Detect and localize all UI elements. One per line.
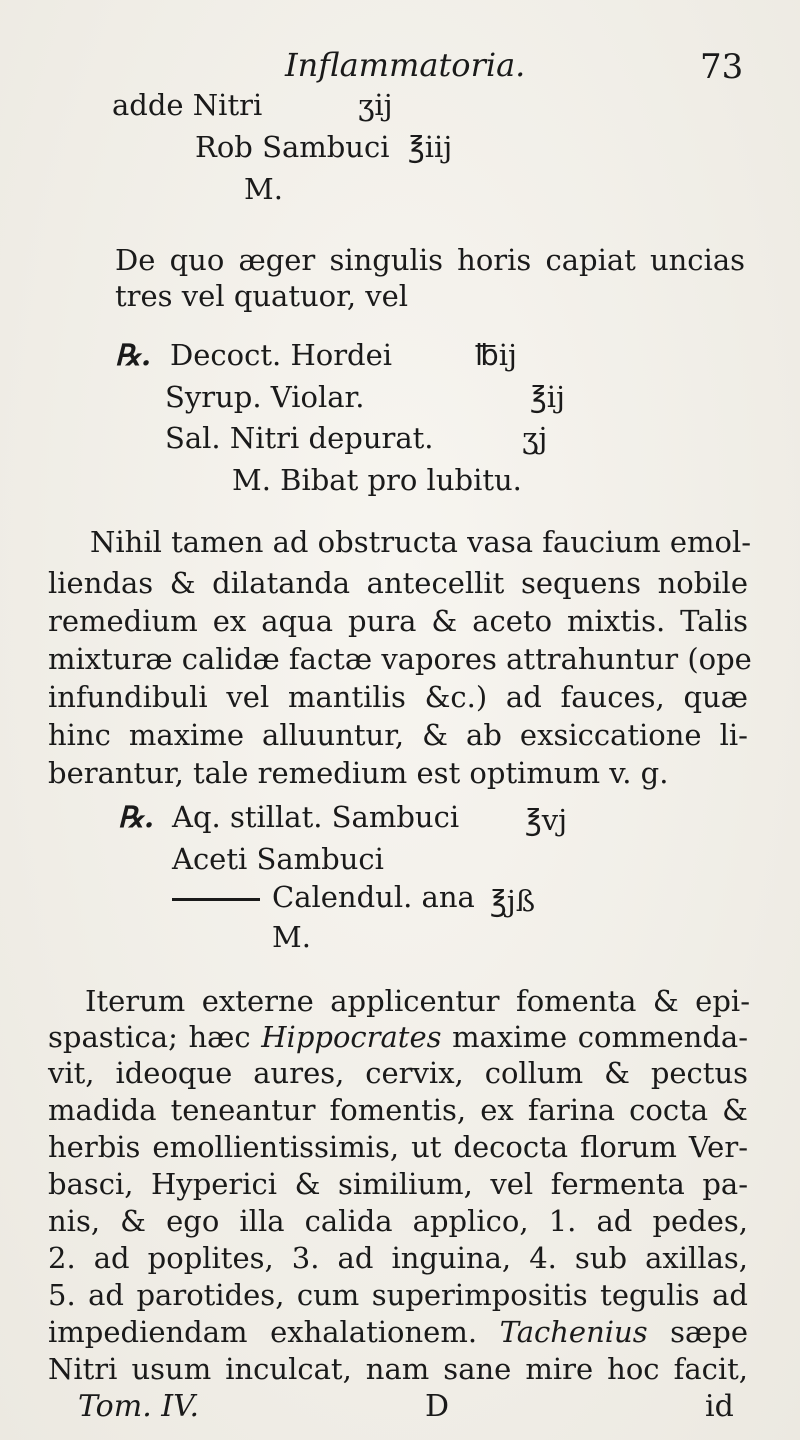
para2-line: liendas & dilatanda antecellit sequens nobile xyxy=(48,566,748,600)
signature-mark: D xyxy=(425,1389,450,1424)
para2-line: remedium ex aqua pura & aceto mixtis. Talis xyxy=(48,604,748,638)
rx1-dose-2: ℥iij xyxy=(408,130,453,164)
author-name: Hippocrates xyxy=(261,1020,442,1054)
para3-line: Iterum externe applicentur fomenta & epi- xyxy=(85,984,750,1018)
para3-text: sæpe xyxy=(670,1315,749,1349)
para3-text: impediendam exhalationem. xyxy=(48,1315,478,1349)
para3-line: Nitri usum inculcat, nam sane mire hoc facit, xyxy=(48,1352,748,1386)
para1-line: tres vel quatuor, vel xyxy=(115,279,409,313)
rx1-dose-1: ʒij xyxy=(358,88,393,122)
rx3-item-3: Calendul. ana xyxy=(272,880,475,914)
para3-line: nis, & ego illa calida applico, 1. ad pedes, xyxy=(48,1204,748,1238)
para3-line: herbis emollientissimis, ut decocta florum Ver- xyxy=(48,1130,748,1164)
para3-line xyxy=(48,1020,748,1054)
recipe-symbol: ℞. xyxy=(115,338,152,372)
rx3-item-3-row xyxy=(172,880,475,914)
para3-line: 2. ad poplites, 3. ad inguina, 4. sub axillas, xyxy=(48,1241,748,1275)
author-name: Tachenius xyxy=(499,1315,648,1349)
rx1-item-2: Rob Sambuci xyxy=(195,130,390,164)
para2-line: berantur, tale remedium est optimum v. g. xyxy=(48,756,669,790)
rx3-dose-3: ℥jß xyxy=(490,884,536,918)
rx2-dose-1: ℔ij xyxy=(475,338,517,372)
para3-line xyxy=(48,1315,748,1349)
volume-mark: Tom. IV. xyxy=(78,1389,200,1424)
para3-text: maxime commenda- xyxy=(452,1020,748,1054)
rx2-item-1: Decoct. Hordei xyxy=(170,338,393,372)
rx1-item-1: adde Nitri xyxy=(112,88,263,122)
para3-text: spastica; hæc xyxy=(48,1020,251,1054)
catchword: id xyxy=(705,1389,734,1424)
rx2-item-2: Syrup. Violar. xyxy=(165,380,365,414)
ditto-dash xyxy=(172,898,260,901)
rx3-item-2: Aceti Sambuci xyxy=(172,842,384,876)
para2-line: Nihil tamen ad obstructa vasa faucium emol- xyxy=(90,525,752,559)
para3-line: basci, Hyperici & similium, vel fermenta pa- xyxy=(48,1167,748,1201)
rx2-item-3: Sal. Nitri depurat. xyxy=(165,421,434,455)
rx2-dose-3: ʒj xyxy=(522,421,548,455)
recipe-symbol: ℞. xyxy=(118,800,155,834)
rx3-dose-1: ℥vj xyxy=(525,803,568,837)
rx3-item-1: Aq. stillat. Sambuci xyxy=(172,800,460,834)
para2-line: mixturæ calidæ factæ vapores attrahuntur (ope xyxy=(48,642,752,676)
para3-line: 5. ad parotides, cum superimpositis tegulis ad xyxy=(48,1278,748,1312)
para3-line: madida teneantur fomentis, ex farina cocta & xyxy=(48,1093,748,1127)
rx1-mix: M. xyxy=(244,172,283,206)
rx2-mix: M. Bibat pro lubitu. xyxy=(232,463,522,497)
rx3-mix: M. xyxy=(272,920,311,954)
rx2-dose-2: ℥ij xyxy=(530,380,566,414)
para1-line: De quo æger singulis horis capiat uncias xyxy=(115,243,745,277)
page-number: 73 xyxy=(700,47,744,87)
running-head: Inflammatoria. xyxy=(285,46,526,84)
para2-line: infundibuli vel mantilis &c.) ad fauces, quæ xyxy=(48,680,748,714)
para2-line: hinc maxime alluuntur, & ab exsiccatione li- xyxy=(48,718,748,752)
para3-line: vit, ideoque aures, cervix, collum & pectus xyxy=(48,1056,748,1090)
